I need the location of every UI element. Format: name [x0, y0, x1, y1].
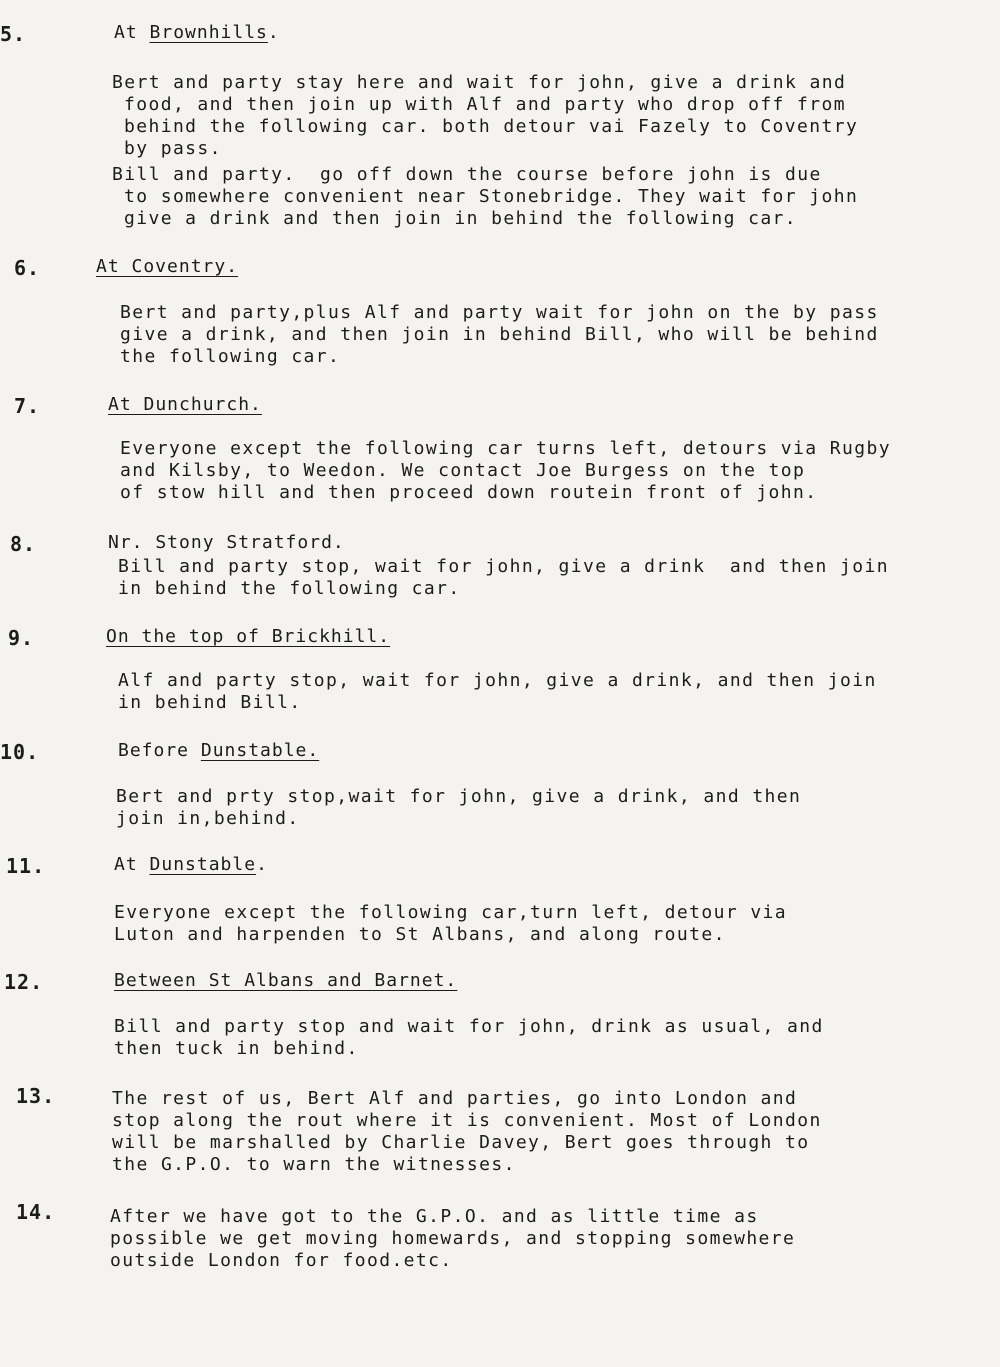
section-number: 14. [16, 1200, 56, 1224]
section-number: 6. [14, 256, 41, 280]
section-number: 12. [4, 970, 44, 994]
section-body: Alf and party stop, wait for john, give a drink, and then join in behind Bill. [118, 670, 877, 713]
section-heading: Nr. Stony Stratford. [108, 532, 345, 553]
section-body: Bill and party stop, wait for john, give a drink and then join in behind the following car. [118, 556, 889, 599]
section-heading: At Coventry. [96, 256, 239, 277]
section-body: The rest of us, Bert Alf and parties, go into London and stop along the rout where it is convenient. Most of London will be marshalled by Charlie Davey, Bert goes through to the G.P.O. to warn the witnesses. [112, 1088, 822, 1175]
section-heading: At Brownhills. [114, 22, 280, 43]
section-number: 9. [8, 626, 35, 650]
section-number: 8. [10, 532, 37, 556]
section-body: Bert and party stay here and wait for john, give a drink and food, and then join up with Alf and party who drop off from behind the following car. both detour vai Fazely to Coventry by pass. Bill and party. go off down the course before john is due to somewhere convenient near Stonebridge. They wait for john give a drink and then join in behind the following car. [112, 72, 859, 229]
section-body: Bert and prty stop,wait for john, give a drink, and then join in,behind. [116, 786, 802, 829]
section-heading: Before Dunstable. [118, 740, 320, 761]
section-heading: On the top of Brickhill. [106, 626, 391, 647]
section-number: 5. [0, 22, 27, 46]
section-heading: At Dunstable. [114, 854, 268, 875]
section-body: Everyone except the following car turns left, detours via Rugby and Kilsby, to Weedon. We contact Joe Burgess on the top of stow hill and then proceed down routein front of john. [120, 438, 891, 503]
section-heading: At Dunchurch. [108, 394, 262, 415]
section-number: 7. [14, 394, 41, 418]
section-number: 11. [6, 854, 46, 878]
section-number: 10. [0, 740, 40, 764]
section-number: 13. [16, 1084, 56, 1108]
section-body: Everyone except the following car,turn left, detour via Luton and harpenden to St Albans, and along route. [114, 902, 788, 945]
section-body: Bert and party,plus Alf and party wait for john on the by pass give a drink, and then join in behind Bill, who will be behind the following car. [120, 302, 879, 367]
section-body: Bill and party stop and wait for john, drink as usual, and then tuck in behind. [114, 1016, 824, 1059]
section-body: After we have got to the G.P.O. and as little time as possible we get moving homewards, and stopping somewhere outside London for food.etc. [110, 1206, 796, 1271]
section-heading: Between St Albans and Barnet. [114, 970, 458, 991]
